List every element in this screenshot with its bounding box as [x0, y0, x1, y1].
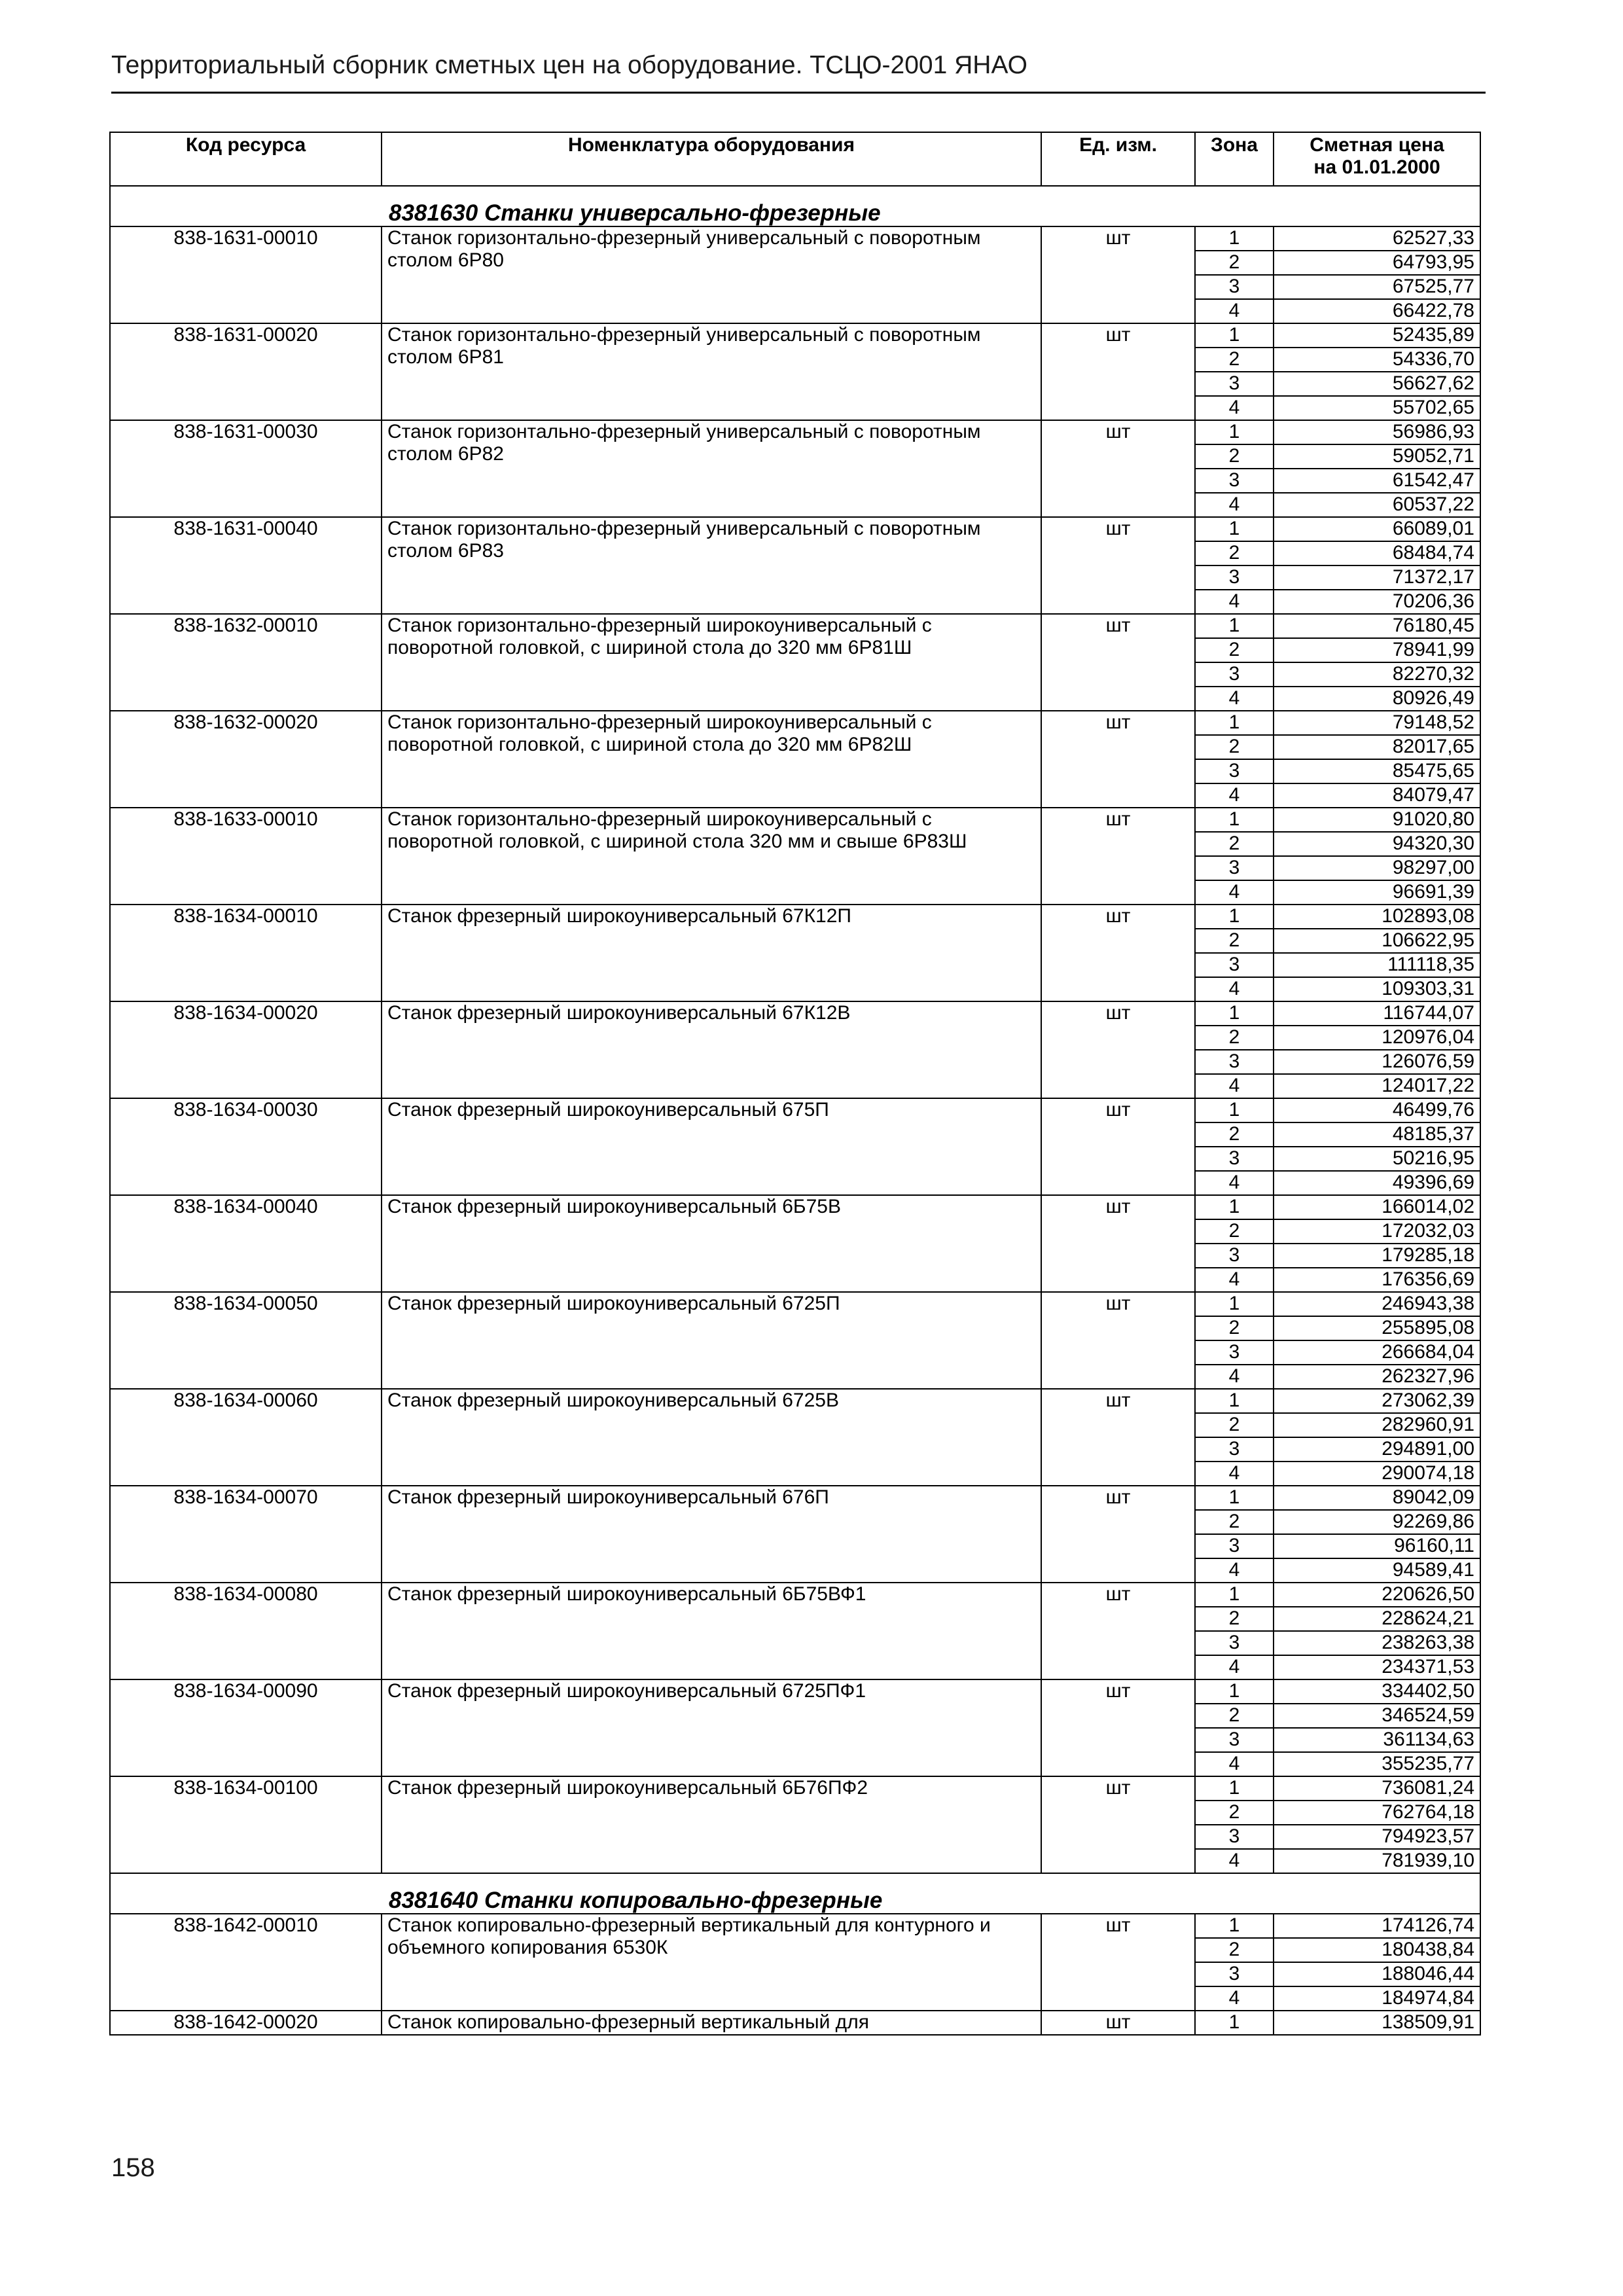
estimated-price: 361134,63 [1274, 1728, 1480, 1752]
zone-number: 3 [1195, 372, 1274, 396]
zone-number: 4 [1195, 977, 1274, 1001]
table-row [110, 1679, 1480, 1704]
section-row [110, 1873, 1480, 1914]
section-title: 8381640 Станки копировально-фрезерные [110, 1873, 1480, 1914]
estimated-price: 54336,70 [1274, 348, 1480, 372]
table-row [110, 1583, 1480, 1607]
zone-number: 3 [1195, 275, 1274, 299]
zone-number: 1 [1195, 1292, 1274, 1316]
resource-code: 838-1642-00020 [110, 2011, 382, 2035]
zone-number: 2 [1195, 1607, 1274, 1631]
zone-number: 3 [1195, 1631, 1274, 1655]
estimated-price: 94320,30 [1274, 832, 1480, 856]
resource-code: 838-1634-00020 [110, 1001, 382, 1098]
zone-number: 2 [1195, 1510, 1274, 1534]
zone-number: 1 [1195, 1195, 1274, 1219]
equipment-name: Станок фрезерный широкоуниверсальный 67К12В [382, 1001, 1041, 1098]
zone-number: 1 [1195, 1583, 1274, 1607]
zone-number: 4 [1195, 1849, 1274, 1873]
estimated-price: 49396,69 [1274, 1171, 1480, 1195]
table-row [110, 905, 1480, 929]
unit-of-measure: шт [1041, 1486, 1195, 1583]
estimated-price: 188046,44 [1274, 1962, 1480, 1986]
column-header-name: Номенклатура оборудования [382, 132, 1041, 186]
estimated-price: 180438,84 [1274, 1938, 1480, 1962]
estimated-price: 89042,09 [1274, 1486, 1480, 1510]
zone-number: 2 [1195, 1801, 1274, 1825]
estimated-price: 52435,89 [1274, 323, 1480, 348]
zone-number: 4 [1195, 1558, 1274, 1583]
zone-number: 2 [1195, 1704, 1274, 1728]
equipment-name: Станок фрезерный широкоуниверсальный 676П [382, 1486, 1041, 1583]
estimated-price: 794923,57 [1274, 1825, 1480, 1849]
estimated-price: 179285,18 [1274, 1244, 1480, 1268]
estimated-price: 96160,11 [1274, 1534, 1480, 1558]
resource-code: 838-1634-00100 [110, 1776, 382, 1873]
price-table [109, 132, 1481, 2036]
unit-of-measure: шт [1041, 226, 1195, 323]
estimated-price: 76180,45 [1274, 614, 1480, 638]
resource-code: 838-1642-00010 [110, 1914, 382, 2011]
equipment-name: Станок фрезерный широкоуниверсальный 6Б75В [382, 1195, 1041, 1292]
estimated-price: 294891,00 [1274, 1437, 1480, 1462]
zone-number: 4 [1195, 687, 1274, 711]
estimated-price: 346524,59 [1274, 1704, 1480, 1728]
zone-number: 3 [1195, 1244, 1274, 1268]
unit-of-measure: шт [1041, 1914, 1195, 2011]
unit-of-measure: шт [1041, 711, 1195, 808]
estimated-price: 111118,35 [1274, 953, 1480, 977]
zone-number: 4 [1195, 1171, 1274, 1195]
estimated-price: 102893,08 [1274, 905, 1480, 929]
zone-number: 3 [1195, 856, 1274, 880]
estimated-price: 48185,37 [1274, 1122, 1480, 1147]
zone-number: 2 [1195, 1316, 1274, 1340]
estimated-price: 282960,91 [1274, 1413, 1480, 1437]
zone-number: 3 [1195, 1962, 1274, 1986]
estimated-price: 66422,78 [1274, 299, 1480, 323]
zone-number: 2 [1195, 348, 1274, 372]
estimated-price: 84079,47 [1274, 783, 1480, 808]
equipment-name: Станок горизонтально-фрезерный широкоуниверсальный с поворотной головкой, с шириной стола до 320 мм 6Р82Ш [382, 711, 1041, 808]
estimated-price: 109303,31 [1274, 977, 1480, 1001]
estimated-price: 234371,53 [1274, 1655, 1480, 1679]
zone-number: 2 [1195, 444, 1274, 469]
estimated-price: 120976,04 [1274, 1026, 1480, 1050]
equipment-name: Станок фрезерный широкоуниверсальный 6Б76ПФ2 [382, 1776, 1041, 1873]
zone-number: 2 [1195, 1122, 1274, 1147]
zone-number: 4 [1195, 493, 1274, 517]
equipment-name: Станок копировально-фрезерный вертикальный для контурного и объемного копирования 6530К [382, 1914, 1041, 2011]
resource-code: 838-1631-00030 [110, 420, 382, 517]
zone-number: 4 [1195, 1986, 1274, 2011]
estimated-price: 116744,07 [1274, 1001, 1480, 1026]
zone-number: 4 [1195, 299, 1274, 323]
resource-code: 838-1634-00080 [110, 1583, 382, 1679]
zone-number: 2 [1195, 1413, 1274, 1437]
estimated-price: 166014,02 [1274, 1195, 1480, 1219]
estimated-price: 62527,33 [1274, 226, 1480, 251]
equipment-name: Станок фрезерный широкоуниверсальный 6725П [382, 1292, 1041, 1389]
equipment-name: Станок фрезерный широкоуниверсальный 6725ПФ1 [382, 1679, 1041, 1776]
resource-code: 838-1632-00020 [110, 711, 382, 808]
column-header-zone: Зона [1195, 132, 1274, 186]
estimated-price: 106622,95 [1274, 929, 1480, 953]
resource-code: 838-1634-00090 [110, 1679, 382, 1776]
zone-number: 3 [1195, 1534, 1274, 1558]
estimated-price: 64793,95 [1274, 251, 1480, 275]
header-divider [111, 92, 1486, 94]
unit-of-measure: шт [1041, 1098, 1195, 1195]
table-row [110, 323, 1480, 348]
zone-number: 2 [1195, 735, 1274, 759]
zone-number: 3 [1195, 1825, 1274, 1849]
equipment-name: Станок горизонтально-фрезерный универсальный с поворотным столом 6Р83 [382, 517, 1041, 614]
unit-of-measure: шт [1041, 323, 1195, 420]
zone-number: 1 [1195, 517, 1274, 541]
estimated-price: 79148,52 [1274, 711, 1480, 735]
estimated-price: 736081,24 [1274, 1776, 1480, 1801]
equipment-name: Станок горизонтально-фрезерный универсальный с поворотным столом 6Р82 [382, 420, 1041, 517]
estimated-price: 255895,08 [1274, 1316, 1480, 1340]
estimated-price: 82270,32 [1274, 662, 1480, 687]
equipment-name: Станок фрезерный широкоуниверсальный 675П [382, 1098, 1041, 1195]
estimated-price: 355235,77 [1274, 1752, 1480, 1776]
page-header-title: Территориальный сборник сметных цен на оборудование. ТСЦО-2001 ЯНАО [111, 51, 1027, 79]
zone-number: 3 [1195, 759, 1274, 783]
table-row [110, 1389, 1480, 1413]
zone-number: 1 [1195, 420, 1274, 444]
estimated-price: 238263,38 [1274, 1631, 1480, 1655]
zone-number: 1 [1195, 1001, 1274, 1026]
estimated-price: 70206,36 [1274, 590, 1480, 614]
resource-code: 838-1634-00040 [110, 1195, 382, 1292]
table-row [110, 1776, 1480, 1801]
unit-of-measure: шт [1041, 1292, 1195, 1389]
zone-number: 1 [1195, 226, 1274, 251]
zone-number: 2 [1195, 251, 1274, 275]
table-row [110, 808, 1480, 832]
estimated-price: 46499,76 [1274, 1098, 1480, 1122]
zone-number: 4 [1195, 880, 1274, 905]
resource-code: 838-1631-00020 [110, 323, 382, 420]
zone-number: 4 [1195, 590, 1274, 614]
zone-number: 1 [1195, 905, 1274, 929]
estimated-price: 138509,91 [1274, 2011, 1480, 2035]
estimated-price: 78941,99 [1274, 638, 1480, 662]
estimated-price: 50216,95 [1274, 1147, 1480, 1171]
estimated-price: 59052,71 [1274, 444, 1480, 469]
equipment-name: Станок фрезерный широкоуниверсальный 6Б75ВФ1 [382, 1583, 1041, 1679]
table-row [110, 1195, 1480, 1219]
estimated-price: 56986,93 [1274, 420, 1480, 444]
equipment-name: Станок фрезерный широкоуниверсальный 67К12П [382, 905, 1041, 1001]
zone-number: 3 [1195, 1340, 1274, 1365]
zone-number: 4 [1195, 1365, 1274, 1389]
zone-number: 1 [1195, 1098, 1274, 1122]
zone-number: 2 [1195, 1219, 1274, 1244]
estimated-price: 94589,41 [1274, 1558, 1480, 1583]
zone-number: 1 [1195, 2011, 1274, 2035]
estimated-price: 61542,47 [1274, 469, 1480, 493]
equipment-name: Станок горизонтально-фрезерный широкоуниверсальный с поворотной головкой, с шириной стола до 320 мм 6Р81Ш [382, 614, 1041, 711]
zone-number: 4 [1195, 1752, 1274, 1776]
unit-of-measure: шт [1041, 808, 1195, 905]
estimated-price: 176356,69 [1274, 1268, 1480, 1292]
unit-of-measure: шт [1041, 905, 1195, 1001]
unit-of-measure: шт [1041, 1583, 1195, 1679]
zone-number: 1 [1195, 711, 1274, 735]
table-row [110, 1914, 1480, 1938]
resource-code: 838-1634-00030 [110, 1098, 382, 1195]
estimated-price: 66089,01 [1274, 517, 1480, 541]
column-header-unit: Ед. изм. [1041, 132, 1195, 186]
table-row [110, 614, 1480, 638]
estimated-price: 124017,22 [1274, 1074, 1480, 1098]
equipment-name: Станок горизонтально-фрезерный универсальный с поворотным столом 6Р80 [382, 226, 1041, 323]
estimated-price: 172032,03 [1274, 1219, 1480, 1244]
table-row [110, 711, 1480, 735]
equipment-name: Станок копировально-фрезерный вертикальный для [382, 2011, 1041, 2035]
estimated-price: 266684,04 [1274, 1340, 1480, 1365]
estimated-price: 92269,86 [1274, 1510, 1480, 1534]
estimated-price: 82017,65 [1274, 735, 1480, 759]
table-row [110, 1292, 1480, 1316]
table-row [110, 226, 1480, 251]
table-row [110, 420, 1480, 444]
zone-number: 3 [1195, 953, 1274, 977]
unit-of-measure: шт [1041, 420, 1195, 517]
resource-code: 838-1634-00070 [110, 1486, 382, 1583]
resource-code: 838-1633-00010 [110, 808, 382, 905]
estimated-price: 781939,10 [1274, 1849, 1480, 1873]
table-row [110, 2011, 1480, 2035]
resource-code: 838-1634-00060 [110, 1389, 382, 1486]
estimated-price: 184974,84 [1274, 1986, 1480, 2011]
zone-number: 4 [1195, 1074, 1274, 1098]
unit-of-measure: шт [1041, 1389, 1195, 1486]
zone-number: 1 [1195, 1679, 1274, 1704]
page-number: 158 [111, 2153, 155, 2182]
zone-number: 1 [1195, 808, 1274, 832]
resource-code: 838-1631-00010 [110, 226, 382, 323]
zone-number: 1 [1195, 1486, 1274, 1510]
zone-number: 4 [1195, 1462, 1274, 1486]
estimated-price: 55702,65 [1274, 396, 1480, 420]
zone-number: 4 [1195, 396, 1274, 420]
unit-of-measure: шт [1041, 1001, 1195, 1098]
section-row [110, 186, 1480, 226]
estimated-price: 98297,00 [1274, 856, 1480, 880]
zone-number: 4 [1195, 783, 1274, 808]
resource-code: 838-1631-00040 [110, 517, 382, 614]
table-row [110, 1486, 1480, 1510]
estimated-price: 220626,50 [1274, 1583, 1480, 1607]
zone-number: 1 [1195, 1389, 1274, 1413]
unit-of-measure: шт [1041, 614, 1195, 711]
estimated-price: 262327,96 [1274, 1365, 1480, 1389]
resource-code: 838-1634-00010 [110, 905, 382, 1001]
estimated-price: 174126,74 [1274, 1914, 1480, 1938]
unit-of-measure: шт [1041, 1679, 1195, 1776]
unit-of-measure: шт [1041, 2011, 1195, 2035]
zone-number: 3 [1195, 1437, 1274, 1462]
estimated-price: 290074,18 [1274, 1462, 1480, 1486]
zone-number: 2 [1195, 929, 1274, 953]
section-title: 8381630 Станки универсально-фрезерные [110, 186, 1480, 226]
table-row [110, 1001, 1480, 1026]
zone-number: 2 [1195, 541, 1274, 565]
zone-number: 2 [1195, 1938, 1274, 1962]
zone-number: 4 [1195, 1655, 1274, 1679]
estimated-price: 273062,39 [1274, 1389, 1480, 1413]
equipment-name: Станок горизонтально-фрезерный широкоуниверсальный с поворотной головкой, с шириной стола 320 мм и свыше 6Р83Ш [382, 808, 1041, 905]
estimated-price: 96691,39 [1274, 880, 1480, 905]
zone-number: 1 [1195, 323, 1274, 348]
zone-number: 3 [1195, 565, 1274, 590]
table-body [110, 186, 1480, 2035]
estimated-price: 68484,74 [1274, 541, 1480, 565]
zone-number: 3 [1195, 1147, 1274, 1171]
zone-number: 2 [1195, 1026, 1274, 1050]
estimated-price: 334402,50 [1274, 1679, 1480, 1704]
estimated-price: 60537,22 [1274, 493, 1480, 517]
estimated-price: 126076,59 [1274, 1050, 1480, 1074]
zone-number: 4 [1195, 1268, 1274, 1292]
zone-number: 3 [1195, 469, 1274, 493]
column-header-price [1274, 132, 1480, 186]
column-header-code: Код ресурса [110, 132, 382, 186]
estimated-price: 56627,62 [1274, 372, 1480, 396]
column-header-price-line1: Сметная цена [1310, 134, 1444, 156]
estimated-price: 85475,65 [1274, 759, 1480, 783]
unit-of-measure: шт [1041, 1776, 1195, 1873]
column-header-price-line2: на 01.01.2000 [1313, 156, 1440, 178]
estimated-price: 91020,80 [1274, 808, 1480, 832]
table-row [110, 1098, 1480, 1122]
zone-number: 2 [1195, 832, 1274, 856]
unit-of-measure: шт [1041, 517, 1195, 614]
unit-of-measure: шт [1041, 1195, 1195, 1292]
zone-number: 1 [1195, 1914, 1274, 1938]
zone-number: 3 [1195, 1728, 1274, 1752]
equipment-name: Станок фрезерный широкоуниверсальный 6725В [382, 1389, 1041, 1486]
estimated-price: 71372,17 [1274, 565, 1480, 590]
estimated-price: 228624,21 [1274, 1607, 1480, 1631]
resource-code: 838-1634-00050 [110, 1292, 382, 1389]
equipment-name: Станок горизонтально-фрезерный универсальный с поворотным столом 6Р81 [382, 323, 1041, 420]
estimated-price: 762764,18 [1274, 1801, 1480, 1825]
zone-number: 1 [1195, 614, 1274, 638]
zone-number: 1 [1195, 1776, 1274, 1801]
zone-number: 2 [1195, 638, 1274, 662]
estimated-price: 67525,77 [1274, 275, 1480, 299]
table-row [110, 517, 1480, 541]
resource-code: 838-1632-00010 [110, 614, 382, 711]
zone-number: 3 [1195, 662, 1274, 687]
estimated-price: 246943,38 [1274, 1292, 1480, 1316]
zone-number: 3 [1195, 1050, 1274, 1074]
estimated-price: 80926,49 [1274, 687, 1480, 711]
table-header-row [110, 132, 1480, 186]
